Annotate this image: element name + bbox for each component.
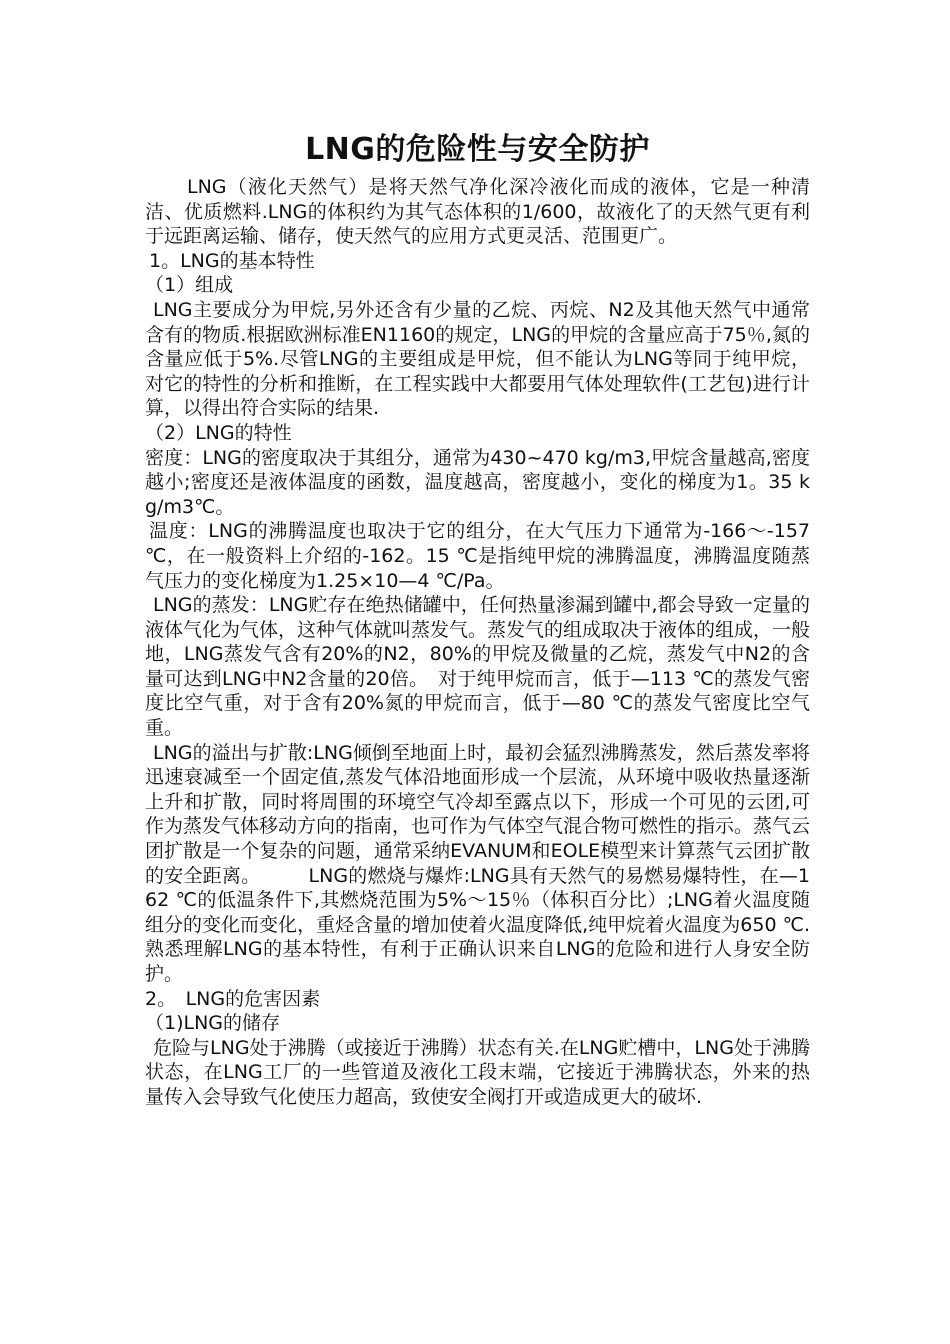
composition-paragraph: LNG主要成分为甲烷,另外还含有少量的乙烷、丙烷、N2及其他天然气中通常含有的物质.根据欧洲标准EN1160的规定，LNG的甲烷的含量应高于75％,氮的含量应低于5%.尽管LNG的主要组成是甲烷，但不能认为LNG等同于纯甲烷，对它的特性的分析和推断，在工程实践中大都要用气体处理软件(工艺包)进行计算，以得出符合实际的结果. xyxy=(145,298,810,420)
intro-paragraph: LNG（液化天然气）是将天然气净化深冷液化而成的液体，它是一种清洁、优质燃料.LNG的体积约为其气态体积的1/600，故液化了的天然气更有利于远距离运输、储存，使天然气的应用方式更灵活、范围更广。 xyxy=(145,176,810,248)
document-title: LNG的危险性与安全防护 xyxy=(305,132,650,167)
subsection-heading-storage: （1)LNG的储存 xyxy=(145,1012,281,1035)
subsection-heading-composition: （1）组成 xyxy=(145,274,234,297)
storage-paragraph: 危险与LNG处于沸腾（或接近于沸腾）状态有关.在LNG贮槽中，LNG处于沸腾状态，在LNG工厂的一些管道及液化工段末端，它接近于沸腾状态，外来的热量传入会导致气化使压力超高，致使安全阀打开或造成更大的破坏. xyxy=(145,1036,810,1108)
subsection-heading-properties: （2）LNG的特性 xyxy=(145,421,292,444)
evaporation-paragraph: LNG的蒸发：LNG贮存在绝热储罐中，任何热量渗漏到罐中,都会导致一定量的液体气化为气体，这种气体就叫蒸发气。蒸发气的组成取决于液体的组成，一般地，LNG蒸发气含有20%的N2，80%的甲烷及微量的乙烷，蒸发气中N2的含量可达到LNG中N2含量的20倍。 对于纯甲烷而言，低于—113 ℃的蒸发气密度比空气重，对于含有20%氮的甲烷而言，低于—80 ℃的蒸发气密度比空气重。 xyxy=(145,594,811,740)
temperature-paragraph: 温度：LNG的沸腾温度也取决于它的组分，在大气压力下通常为-166～-157 ℃，在一般资料上介绍的-162。15 ℃是指纯甲烷的沸腾温度，沸腾温度随蒸气压力的变化梯度为1.25×10—4 ℃/Pa。 xyxy=(145,520,810,592)
spill-dispersion-paragraph: LNG的溢出与扩散:LNG倾倒至地面上时，最初会猛烈沸腾蒸发，然后蒸发率将迅速衰减至一个固定值,蒸发气体沿地面形成一个层流，从环境中吸收热量逐渐上升和扩散，同时将周围的环境空气冷却至露点以下，形成一个可见的云团,可作为蒸发气体移动方向的指南，也可作为气体空气混合物可燃性的指示。蒸气云团扩散是一个复杂的问题，通常采纳EVANUM和EOLE模型来计算蒸气云团扩散的安全距离。 LNG的燃烧与爆炸:LNG具有天然气的易燃易爆特性，在—162 ℃的低温条件下,其燃烧范围为5%～15％（体积百分比）;LNG着火温度随组分的变化而变化，重烃含量的增加使着火温度降低,纯甲烷着火温度为650 ℃. 熟悉理解LNG的基本特性，有利于正确认识来自LNG的危险和进行人身安全防护。 xyxy=(145,741,836,985)
section-heading-basic-properties: 1。LNG的基本特性 xyxy=(149,249,315,272)
section-heading-hazards: 2。 LNG的危害因素 xyxy=(145,987,321,1010)
document-body xyxy=(145,128,836,1110)
density-paragraph: 密度：LNG的密度取决于其组分，通常为430~470 kg/m3,甲烷含量越高,密度越小;密度还是液体温度的函数，温度越高，密度越小，变化的梯度为1。35 kg/m3℃。 xyxy=(145,446,810,518)
